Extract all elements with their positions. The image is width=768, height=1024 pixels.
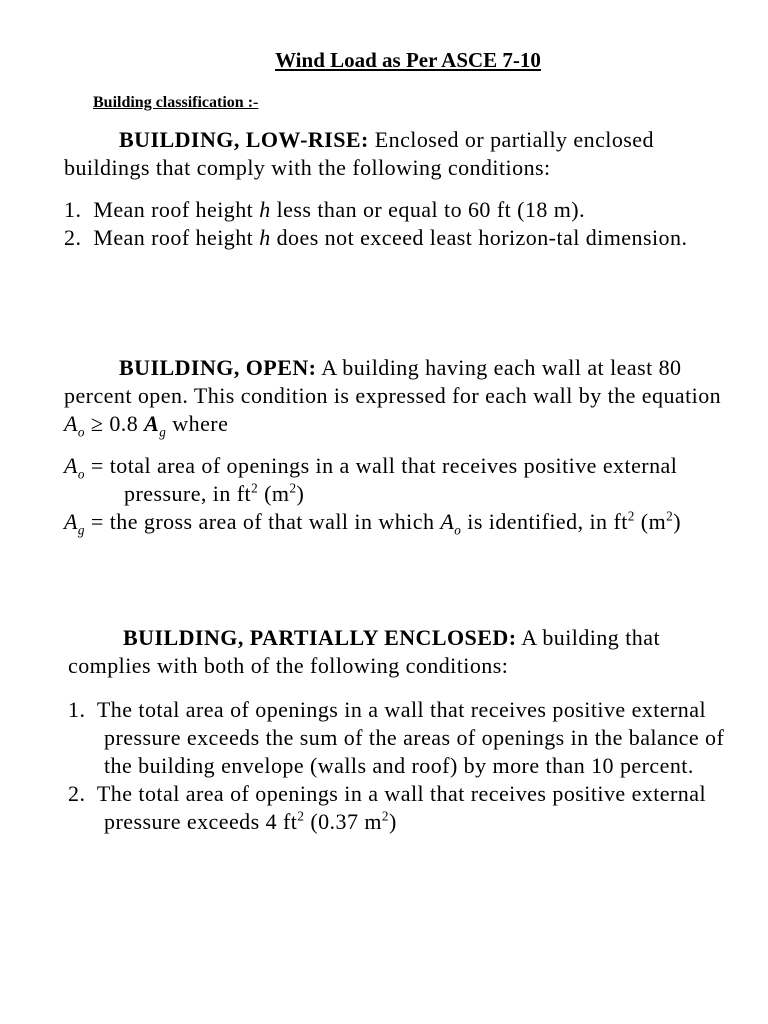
definition-ao: $A_o$ = total area of openings in a wall that receives positive external pressure, in $ft^2$ $(m^2)$	[64, 453, 678, 506]
low-rise-heading: BUILDING, LOW-RISE:	[119, 127, 369, 152]
definition-ag: $A_g$ = the gross area of that wall in which $A_o$ is identified, in $ft^2$ $(m^2)$	[64, 508, 681, 538]
partial-section	[68, 624, 728, 836]
partial-text: A building that complies with both of the following conditions:	[68, 625, 660, 678]
page-title: Wind Load as Per ASCE 7-10	[275, 48, 541, 72]
partial-heading: BUILDING, PARTIALLY ENCLOSED:	[123, 625, 517, 650]
open-paragraph: BUILDING, OPEN: A building having each wall at least 80 percent open. This condition is expressed for each wall by the equation $A_o \ge 0.8$ $A_g$ where	[64, 355, 722, 440]
open-text: A building having each wall at least 80 percent open. This condition is expressed for each wall by the equation	[64, 355, 722, 408]
classification-label: Building classification :-	[93, 94, 259, 111]
partial-item-1: 1. The total area of openings in a wall that receives positive external pressure exceeds the sum of the areas of openings in the balance of the building envelope (walls and roof) by more than 10 percent.	[68, 697, 725, 778]
low-rise-text: Enclosed or partially enclosed buildings that comply with the following conditions:	[64, 127, 654, 180]
low-rise-item-2: 2. Mean roof height h does not exceed least horizon-tal dimension.	[64, 225, 688, 250]
partial-paragraph	[68, 624, 728, 680]
low-rise-paragraph	[64, 126, 724, 182]
low-rise-item-1: 1. Mean roof height h less than or equal to 60 ft (18 m).	[64, 197, 586, 222]
open-section	[64, 354, 724, 536]
open-heading: BUILDING, OPEN:	[119, 355, 317, 380]
partial-item-2: 2. The total area of openings in a wall that receives positive external pressure exceeds 4 $ft^2$ (0.37 $m^2$)	[68, 781, 707, 834]
low-rise-section	[64, 126, 724, 252]
